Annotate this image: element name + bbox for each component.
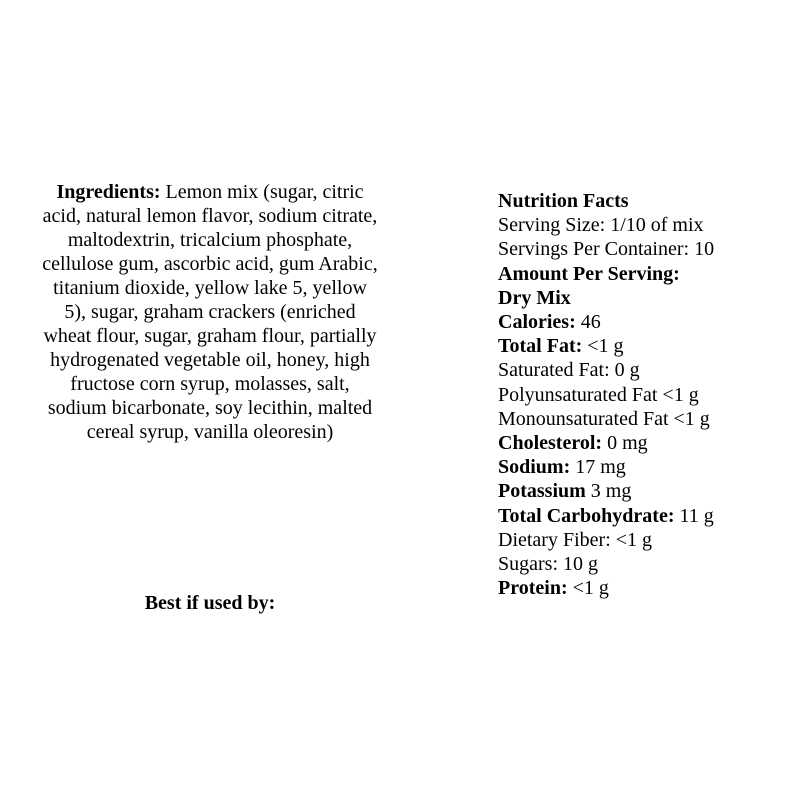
- amount-per-serving: Amount Per Serving:: [498, 262, 680, 285]
- cholesterol-row: [498, 431, 788, 455]
- sodium-row: [498, 455, 788, 479]
- ingredients-text: Lemon mix (sugar, citric acid, natural lemon flavor, sodium citrate, maltodextrin, tricalcium phosphate, cellulose gum, ascorbic acid, gum Arabic, titanium dioxide, yellow lake 5, yellow 5), sugar, graham crackers (enriched wheat flour, sugar, graham flour, partially hydrogenated vegetable oil, honey, high fructose corn syrup, molasses, salt, sodium bicarbonate, soy lecithin, malted cereal syrup, vanilla oleoresin): [42, 181, 378, 443]
- potassium-row: [498, 479, 788, 503]
- monounsaturated-fat-row: Monounsaturated Fat <1 g: [498, 407, 710, 430]
- nutrition-title: Nutrition Facts: [498, 190, 629, 212]
- nutrition-facts-panel: [498, 189, 788, 600]
- ingredients-block: [40, 180, 380, 444]
- protein-value: <1 g: [572, 577, 609, 600]
- sodium-value: 17 mg: [575, 456, 626, 479]
- ingredients-label: Ingredients:: [56, 181, 161, 203]
- total-fat-label: Total Fat:: [498, 335, 583, 358]
- dietary-fiber-row: Dietary Fiber: <1 g: [498, 528, 653, 551]
- serving-size: Serving Size: 1/10 of mix: [498, 214, 704, 237]
- cholesterol-value: 0 mg: [607, 432, 648, 455]
- protein-label: Protein:: [498, 577, 568, 600]
- dry-mix-heading: Dry Mix: [498, 286, 571, 309]
- servings-per-container: Servings Per Container: 10: [498, 238, 715, 261]
- sugars-row: Sugars: 10 g: [498, 553, 598, 576]
- calories-row: [498, 310, 788, 334]
- best-by-label: Best if used by:: [144, 592, 276, 614]
- total-fat-value: <1 g: [587, 335, 624, 358]
- total-fat-row: [498, 334, 788, 358]
- total-carbohydrate-label: Total Carbohydrate:: [498, 504, 675, 527]
- calories-value: 46: [580, 311, 601, 334]
- potassium-label: Potassium: [498, 480, 586, 503]
- polyunsaturated-fat-row: Polyunsaturated Fat <1 g: [498, 383, 699, 406]
- potassium-value: 3 mg: [590, 480, 632, 503]
- cholesterol-label: Cholesterol:: [498, 432, 603, 455]
- calories-label: Calories:: [498, 311, 576, 334]
- protein-row: [498, 576, 788, 600]
- sodium-label: Sodium:: [498, 456, 571, 479]
- saturated-fat-row: Saturated Fat: 0 g: [498, 359, 640, 382]
- total-carbohydrate-value: 11 g: [679, 504, 714, 527]
- total-carbohydrate-row: [498, 504, 788, 528]
